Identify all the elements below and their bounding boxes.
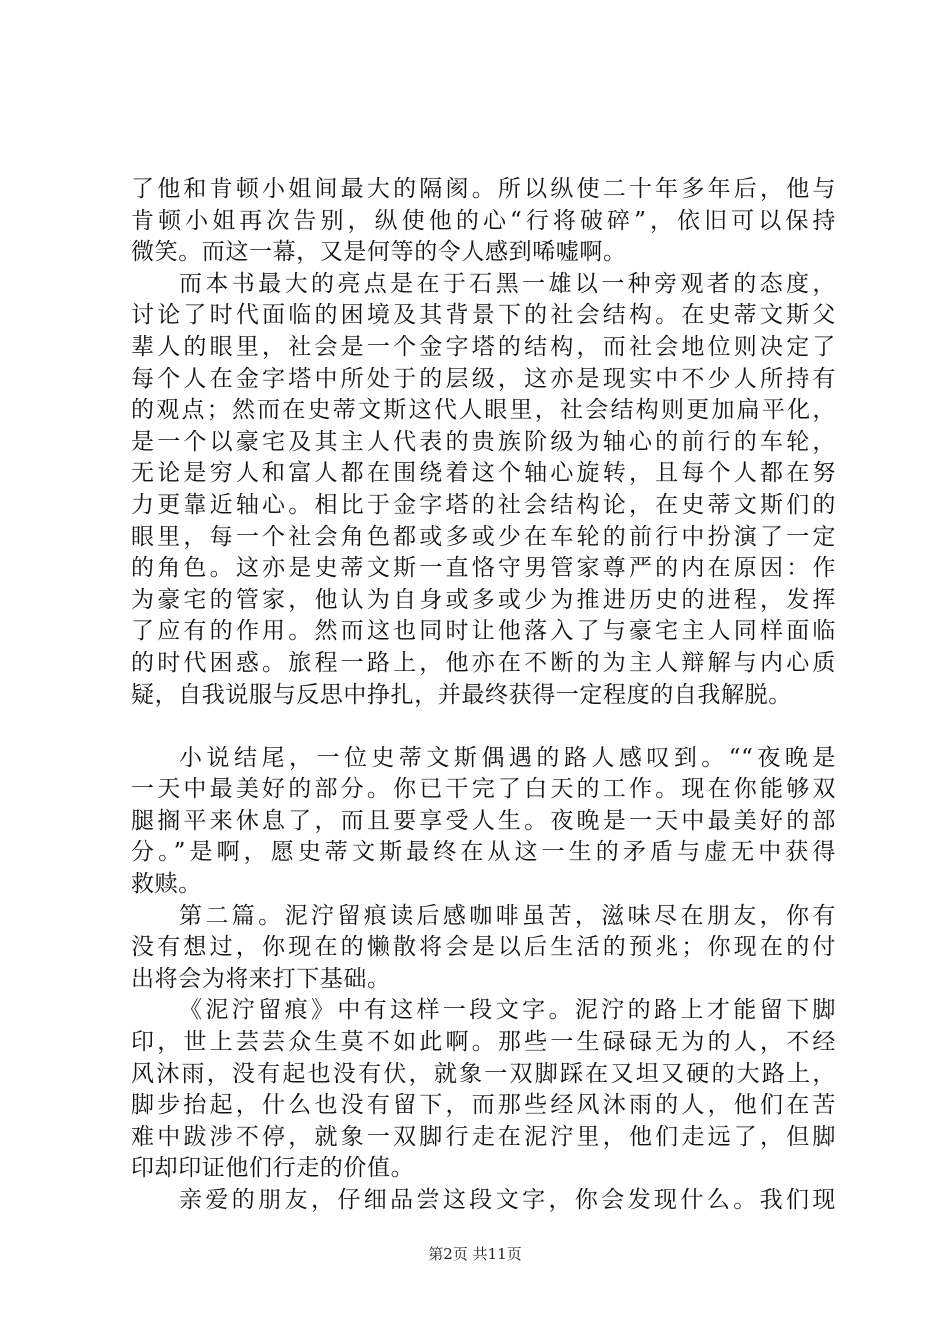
- page-number-label: 第2页 共11页: [428, 1245, 522, 1263]
- text-line: 印，世上芸芸众生莫不如此啊。那些一生碌碌无为的人，不经: [131, 1029, 836, 1056]
- text-line: 是一个以豪宅及其主人代表的贵族阶级为轴心的前行的车轮，: [131, 428, 836, 455]
- page-footer: [0, 1244, 950, 1264]
- text-line: 《泥泞留痕》中有这样一段文字。泥泞的路上才能留下脚: [179, 997, 836, 1024]
- text-line: 为豪宅的管家，他认为自身或多或少为推进历史的进程，发挥: [131, 586, 836, 613]
- text-line: 难中跋涉不停，就象一双脚行走在泥泞里，他们走远了，但脚: [131, 1123, 836, 1150]
- text-line: 亲爱的朋友，仔细品尝这段文字，你会发现什么。我们现: [179, 1187, 836, 1213]
- text-line: 讨论了时代面临的困境及其背景下的社会结构。在史蒂文斯父: [131, 302, 836, 329]
- text-line: 眼里，每一个社会角色都或多或少在车轮的前行中扮演了一定: [131, 523, 836, 550]
- paragraph-gap: [131, 711, 836, 743]
- text-line: 风沐雨，没有起也没有伏，就象一双脚踩在又坦又硬的大路上，: [131, 1060, 836, 1087]
- text-line: 的观点；然而在史蒂文斯这代人眼里，社会结构则更加扁平化，: [131, 397, 836, 424]
- text-line: 而本书最大的亮点是在于石黑一雄以一种旁观者的态度，: [179, 270, 836, 297]
- text-line: 出将会为将来打下基础。: [131, 965, 391, 992]
- text-line: 了他和肯顿小姐间最大的隔阂。所以纵使二十年多年后，他与: [131, 176, 836, 202]
- text-line: 救赎。: [131, 871, 202, 898]
- text-line: 力更靠近轴心。相比于金字塔的社会结构论，在史蒂文斯们的: [131, 491, 836, 518]
- document-body: [131, 174, 836, 1217]
- text-line: 印却印证他们行走的价值。: [131, 1155, 415, 1182]
- text-line: 分。”是啊，愿史蒂文斯最终在从这一生的矛盾与虚无中获得: [131, 839, 836, 866]
- text-line: 肯顿小姐再次告别，纵使他的心“行将破碎”，依旧可以保持: [131, 207, 836, 234]
- text-line: 一天中最美好的部分。你已干完了白天的工作。现在你能够双: [131, 776, 836, 803]
- text-line: 了应有的作用。然而这也同时让他落入了与豪宅主人同样面临: [131, 618, 836, 645]
- text-line: 的角色。这亦是史蒂文斯一直恪守男管家尊严的内在原因：作: [131, 555, 836, 582]
- text-line: 疑，自我说服与反思中挣扎，并最终获得一定程度的自我解脱。: [131, 681, 792, 708]
- text-line: 脚步抬起，什么也没有留下，而那些经风沐雨的人，他们在苦: [131, 1092, 836, 1119]
- text-line: 第二篇。泥泞留痕读后感咖啡虽苦，滋味尽在朋友，你有: [179, 902, 836, 929]
- text-line: 每个人在金字塔中所处于的层级，这亦是现实中不少人所持有: [131, 365, 836, 392]
- text-line: 腿搁平来休息了，而且要享受人生。夜晚是一天中最美好的部: [131, 807, 836, 834]
- text-line: 没有想过，你现在的懒散将会是以后生活的预兆；你现在的付: [131, 934, 836, 961]
- text-line: 无论是穷人和富人都在围绕着这个轴心旋转，且每个人都在努: [131, 460, 836, 487]
- text-line: 微笑。而这一幕，又是何等的令人感到唏嘘啊。: [131, 239, 627, 266]
- text-line: 的时代困惑。旅程一路上，他亦在不断的为主人辩解与内心质: [131, 649, 836, 676]
- text-line: 小说结尾，一位史蒂文斯偶遇的路人感叹到。““夜晚是: [179, 744, 836, 771]
- text-line: 辈人的眼里，社会是一个金字塔的结构，而社会地位则决定了: [131, 333, 836, 360]
